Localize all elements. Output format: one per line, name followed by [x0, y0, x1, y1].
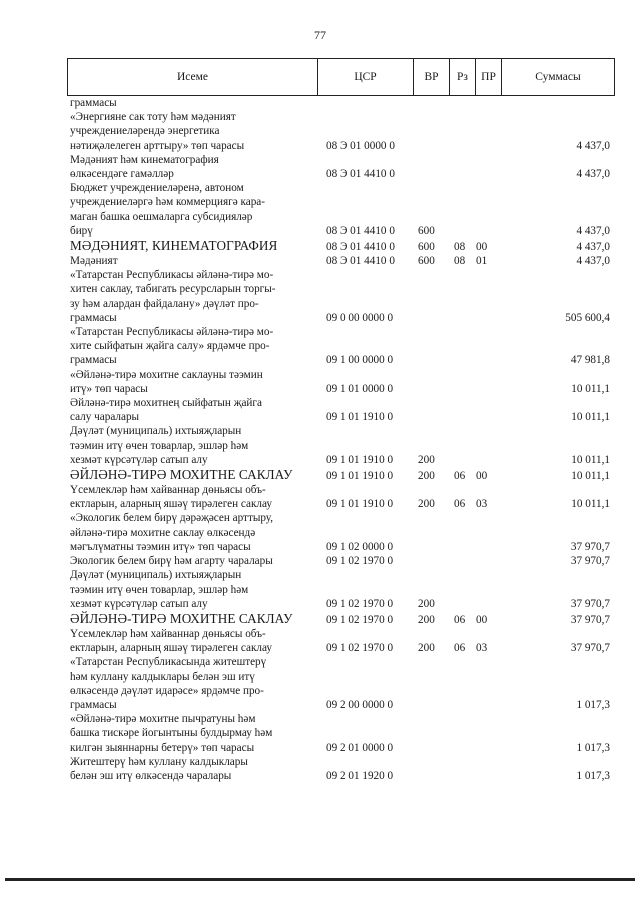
- table-row: [70, 554, 610, 568]
- table-row: [70, 96, 610, 110]
- row-sum: 10 011,1: [571, 453, 610, 466]
- row-vr: 600: [418, 240, 435, 253]
- row-csr: 09 1 01 1910 0: [326, 469, 394, 482]
- row-name-line: «Әйләнә-тирә мохитне пычратуны һәм: [70, 713, 256, 726]
- row-sum: 10 011,1: [571, 382, 610, 395]
- row-name-line: килгән зыяннарны бетерү» төп чарасы: [70, 741, 255, 754]
- table-row: [70, 153, 610, 181]
- column-header-name: Исеме: [176, 71, 209, 83]
- row-rz: 06: [454, 469, 466, 482]
- table-row: [70, 181, 610, 238]
- row-vr: 200: [418, 453, 435, 466]
- table-row: [70, 483, 610, 511]
- row-name-line: граммасы: [70, 97, 117, 109]
- row-csr: 09 1 00 0000 0: [326, 354, 394, 367]
- row-vr: 200: [418, 613, 435, 626]
- row-vr: 200: [418, 498, 435, 511]
- row-rz: 06: [454, 642, 466, 655]
- table-row: [70, 238, 610, 254]
- table-row: [70, 755, 610, 783]
- row-name-line: «Татарстан Республикасы әйләнә-тирә мо-: [70, 326, 274, 339]
- bottom-rule: [5, 878, 635, 881]
- row-vr: 200: [418, 469, 435, 482]
- column-header-sum: Суммасы: [501, 59, 614, 95]
- row-pr: 00: [476, 469, 488, 482]
- row-name-line: граммасы: [70, 311, 117, 324]
- row-sum: 10 011,1: [571, 469, 610, 482]
- row-rz: 06: [454, 613, 466, 626]
- row-vr: 600: [418, 255, 435, 268]
- row-name-line: тәэмин итү өчен товарлар, эшләр һәм: [70, 583, 249, 596]
- row-name-line: «Татарстан Республикасында житештерү: [70, 656, 267, 669]
- table-row: [70, 655, 610, 712]
- table-row: [70, 268, 610, 325]
- row-name-line: салу чаралары: [70, 411, 140, 424]
- table-row: [70, 325, 610, 368]
- row-name: [70, 396, 316, 424]
- row-name-line: әйләнә-тирә мохитне саклау өлкәсендә: [70, 526, 256, 539]
- row-name-line: ектларын, аларның яшәү тирәлеген саклау: [70, 642, 272, 655]
- table-row: [70, 712, 610, 755]
- row-name-line: Экологик белем бирү һәм агарту чаралары: [70, 555, 273, 568]
- row-name-line: хезмәт күрсәтүләр сатып алу: [70, 453, 208, 466]
- table-row: [70, 511, 610, 554]
- row-name-line: граммасы: [70, 354, 117, 367]
- row-name-line: ӘЙЛӘНӘ-ТИРӘ МОХИТНЕ САКЛАУ: [70, 467, 293, 483]
- table-row: [70, 368, 610, 396]
- row-name-line: «Энергияне сак тоту һәм мәдәният: [70, 111, 236, 124]
- row-csr: 09 1 01 0000 0: [326, 382, 394, 395]
- row-csr: 08 Э 01 0000 0: [326, 139, 395, 152]
- row-csr: 09 1 01 1910 0: [326, 453, 394, 466]
- row-name: [70, 568, 316, 611]
- row-pr: 03: [476, 498, 488, 511]
- row-name: [70, 755, 316, 783]
- row-csr: 08 Э 01 4410 0: [326, 255, 395, 268]
- row-name-line: хитен саклау, табигать ресурсларын торгы-: [70, 283, 276, 296]
- row-sum: 37 970,7: [570, 613, 610, 626]
- table-row: [70, 568, 610, 611]
- row-name-line: учреждениеләрендә энергетика: [70, 125, 220, 138]
- column-header-csr: ЦСР: [317, 59, 413, 95]
- row-name: [70, 424, 316, 467]
- row-name: [70, 325, 316, 368]
- row-name: [70, 254, 316, 268]
- table-row: [70, 424, 610, 467]
- row-name-line: өлкәсендә дәүләт идарәсе» ярдәмче про-: [70, 684, 264, 697]
- row-name-line: Үсемлекләр һәм хайваннар дөньясы объ-: [70, 484, 266, 497]
- row-name-line: һәм куллану калдыклары белән эш итү: [70, 670, 255, 683]
- row-name-line: белән эш итү өлкәсендә чаралары: [70, 769, 232, 782]
- row-name: [70, 467, 316, 483]
- row-name-line: тәэмин итү өчен товарлар, эшләр һәм: [70, 439, 249, 452]
- row-name-line: «Экологик белем бирү дәрәҗәсен арттыру,: [70, 512, 274, 525]
- row-rz: 06: [454, 498, 466, 511]
- row-name-line: ектларын, аларның яшәү тирәлеген саклау: [70, 498, 272, 511]
- row-sum: 47 981,8: [570, 354, 610, 367]
- row-csr: 09 1 01 1910 0: [326, 498, 394, 511]
- table-row: [70, 254, 610, 268]
- row-sum: 1 017,3: [576, 698, 610, 711]
- row-pr: 00: [476, 613, 488, 626]
- row-vr: 200: [418, 597, 435, 610]
- row-sum: 4 437,0: [576, 255, 610, 268]
- row-name-line: башка тискәре йогынтыны булдырмау һәм: [70, 727, 273, 740]
- row-vr: 600: [418, 224, 435, 237]
- row-name-line: Әйләнә-тирә мохитнең сыйфатын җайга: [70, 397, 262, 410]
- row-sum: 4 437,0: [576, 240, 610, 253]
- row-name: [70, 110, 316, 153]
- row-pr: 03: [476, 642, 488, 655]
- row-sum: 1 017,3: [576, 741, 610, 754]
- row-name-line: ӘЙЛӘНӘ-ТИРӘ МОХИТНЕ САКЛАУ: [70, 610, 293, 626]
- table-row: [70, 467, 610, 483]
- row-sum: 37 970,7: [570, 555, 610, 568]
- row-name: [70, 268, 316, 325]
- row-name-line: зу һәм алардан файдалану» дәүләт про-: [70, 297, 259, 310]
- row-name-line: Үсемлекләр һәм хайваннар дөньясы объ-: [70, 627, 266, 640]
- row-sum: 505 600,4: [565, 311, 610, 324]
- row-name-line: Житештерү һәм куллану калдыклары: [70, 755, 248, 768]
- table-header: [67, 58, 615, 96]
- row-csr: 09 1 02 1970 0: [326, 642, 394, 655]
- row-csr: 09 1 02 0000 0: [326, 540, 394, 553]
- row-pr: 00: [476, 240, 488, 253]
- table-body: [70, 96, 610, 783]
- row-sum: 37 970,7: [570, 540, 610, 553]
- row-sum: 37 970,7: [570, 642, 610, 655]
- row-name-line: итү» төп чарасы: [70, 382, 148, 395]
- row-sum: 4 437,0: [576, 168, 610, 181]
- row-name-line: учреждениеләргә һәм коммерциягә кара-: [70, 196, 265, 209]
- row-name-line: мәгълүматны тәэмин итү» төп чарасы: [70, 540, 251, 553]
- row-name-line: Дәүләт (муниципаль) ихтыяҗларын: [70, 425, 242, 438]
- row-csr: 09 1 02 1970 0: [326, 555, 394, 568]
- row-name-line: МӘДӘНИЯТ, КИНЕМАТОГРАФИЯ: [70, 238, 278, 254]
- row-rz: 08: [454, 240, 466, 253]
- table-row: [70, 110, 610, 153]
- row-name-line: бирү: [70, 224, 93, 237]
- row-sum: 10 011,1: [571, 498, 610, 511]
- row-name-line: хите сыйфатын җайга салу» ярдәмче про-: [70, 340, 270, 353]
- row-name-line: Дәүләт (муниципаль) ихтыяҗларын: [70, 569, 242, 582]
- row-csr: 09 2 01 1920 0: [326, 769, 394, 782]
- row-name-line: Бюджет учреждениеләренә, автоном: [70, 182, 244, 195]
- row-name-line: граммасы: [70, 698, 117, 711]
- row-name-line: өлкәсендәге гамәлләр: [70, 168, 174, 181]
- row-csr: 08 Э 01 4410 0: [326, 224, 395, 237]
- row-rz: 08: [454, 255, 466, 268]
- row-name-line: Мәдәният һәм кинематография: [70, 153, 219, 166]
- row-csr: 09 1 02 1970 0: [326, 613, 394, 626]
- page-number: 77: [314, 28, 326, 42]
- row-name: [70, 153, 316, 181]
- row-csr: 08 Э 01 4410 0: [326, 168, 395, 181]
- row-name: [70, 511, 316, 554]
- column-header-rz: Рз: [449, 59, 475, 95]
- row-name: [70, 483, 316, 511]
- row-sum: 10 011,1: [571, 411, 610, 424]
- row-sum: 4 437,0: [576, 139, 610, 152]
- row-name-line: Мәдәният: [70, 255, 118, 268]
- row-sum: 4 437,0: [576, 224, 610, 237]
- table-row: [70, 396, 610, 424]
- row-csr: 09 1 01 1910 0: [326, 411, 394, 424]
- row-name: [70, 238, 316, 254]
- row-pr: 01: [476, 255, 488, 268]
- row-name-line: хезмәт күрсәтүләр сатып алу: [70, 597, 208, 610]
- row-name: [70, 554, 316, 568]
- row-name: [70, 627, 316, 655]
- row-vr: 200: [418, 642, 435, 655]
- column-header-vr: ВР: [413, 59, 449, 95]
- row-name-line: маган башка оешмаларга субсидияләр: [70, 210, 253, 223]
- row-name-line: «Әйләнә-тирә мохитне саклауны тәэмин: [70, 368, 263, 381]
- column-header-pr: ПР: [475, 59, 501, 95]
- row-name: [70, 611, 316, 627]
- row-name-line: нәтиҗәлелеген арттыру» төп чарасы: [70, 139, 245, 152]
- row-csr: 09 2 01 0000 0: [326, 741, 394, 754]
- row-sum: 37 970,7: [570, 597, 610, 610]
- row-name: [70, 181, 316, 238]
- table-row: [70, 611, 610, 627]
- row-csr: 08 Э 01 4410 0: [326, 240, 395, 253]
- row-csr: 09 1 02 1970 0: [326, 597, 394, 610]
- row-sum: 1 017,3: [576, 769, 610, 782]
- row-name: [70, 712, 316, 755]
- row-name: [70, 96, 316, 110]
- row-csr: 09 2 00 0000 0: [326, 698, 394, 711]
- row-name: [70, 368, 316, 396]
- row-name: [70, 655, 316, 712]
- row-name-line: «Татарстан Республикасы әйләнә-тирә мо-: [70, 269, 274, 282]
- row-csr: 09 0 00 0000 0: [326, 311, 394, 324]
- table-row: [70, 627, 610, 655]
